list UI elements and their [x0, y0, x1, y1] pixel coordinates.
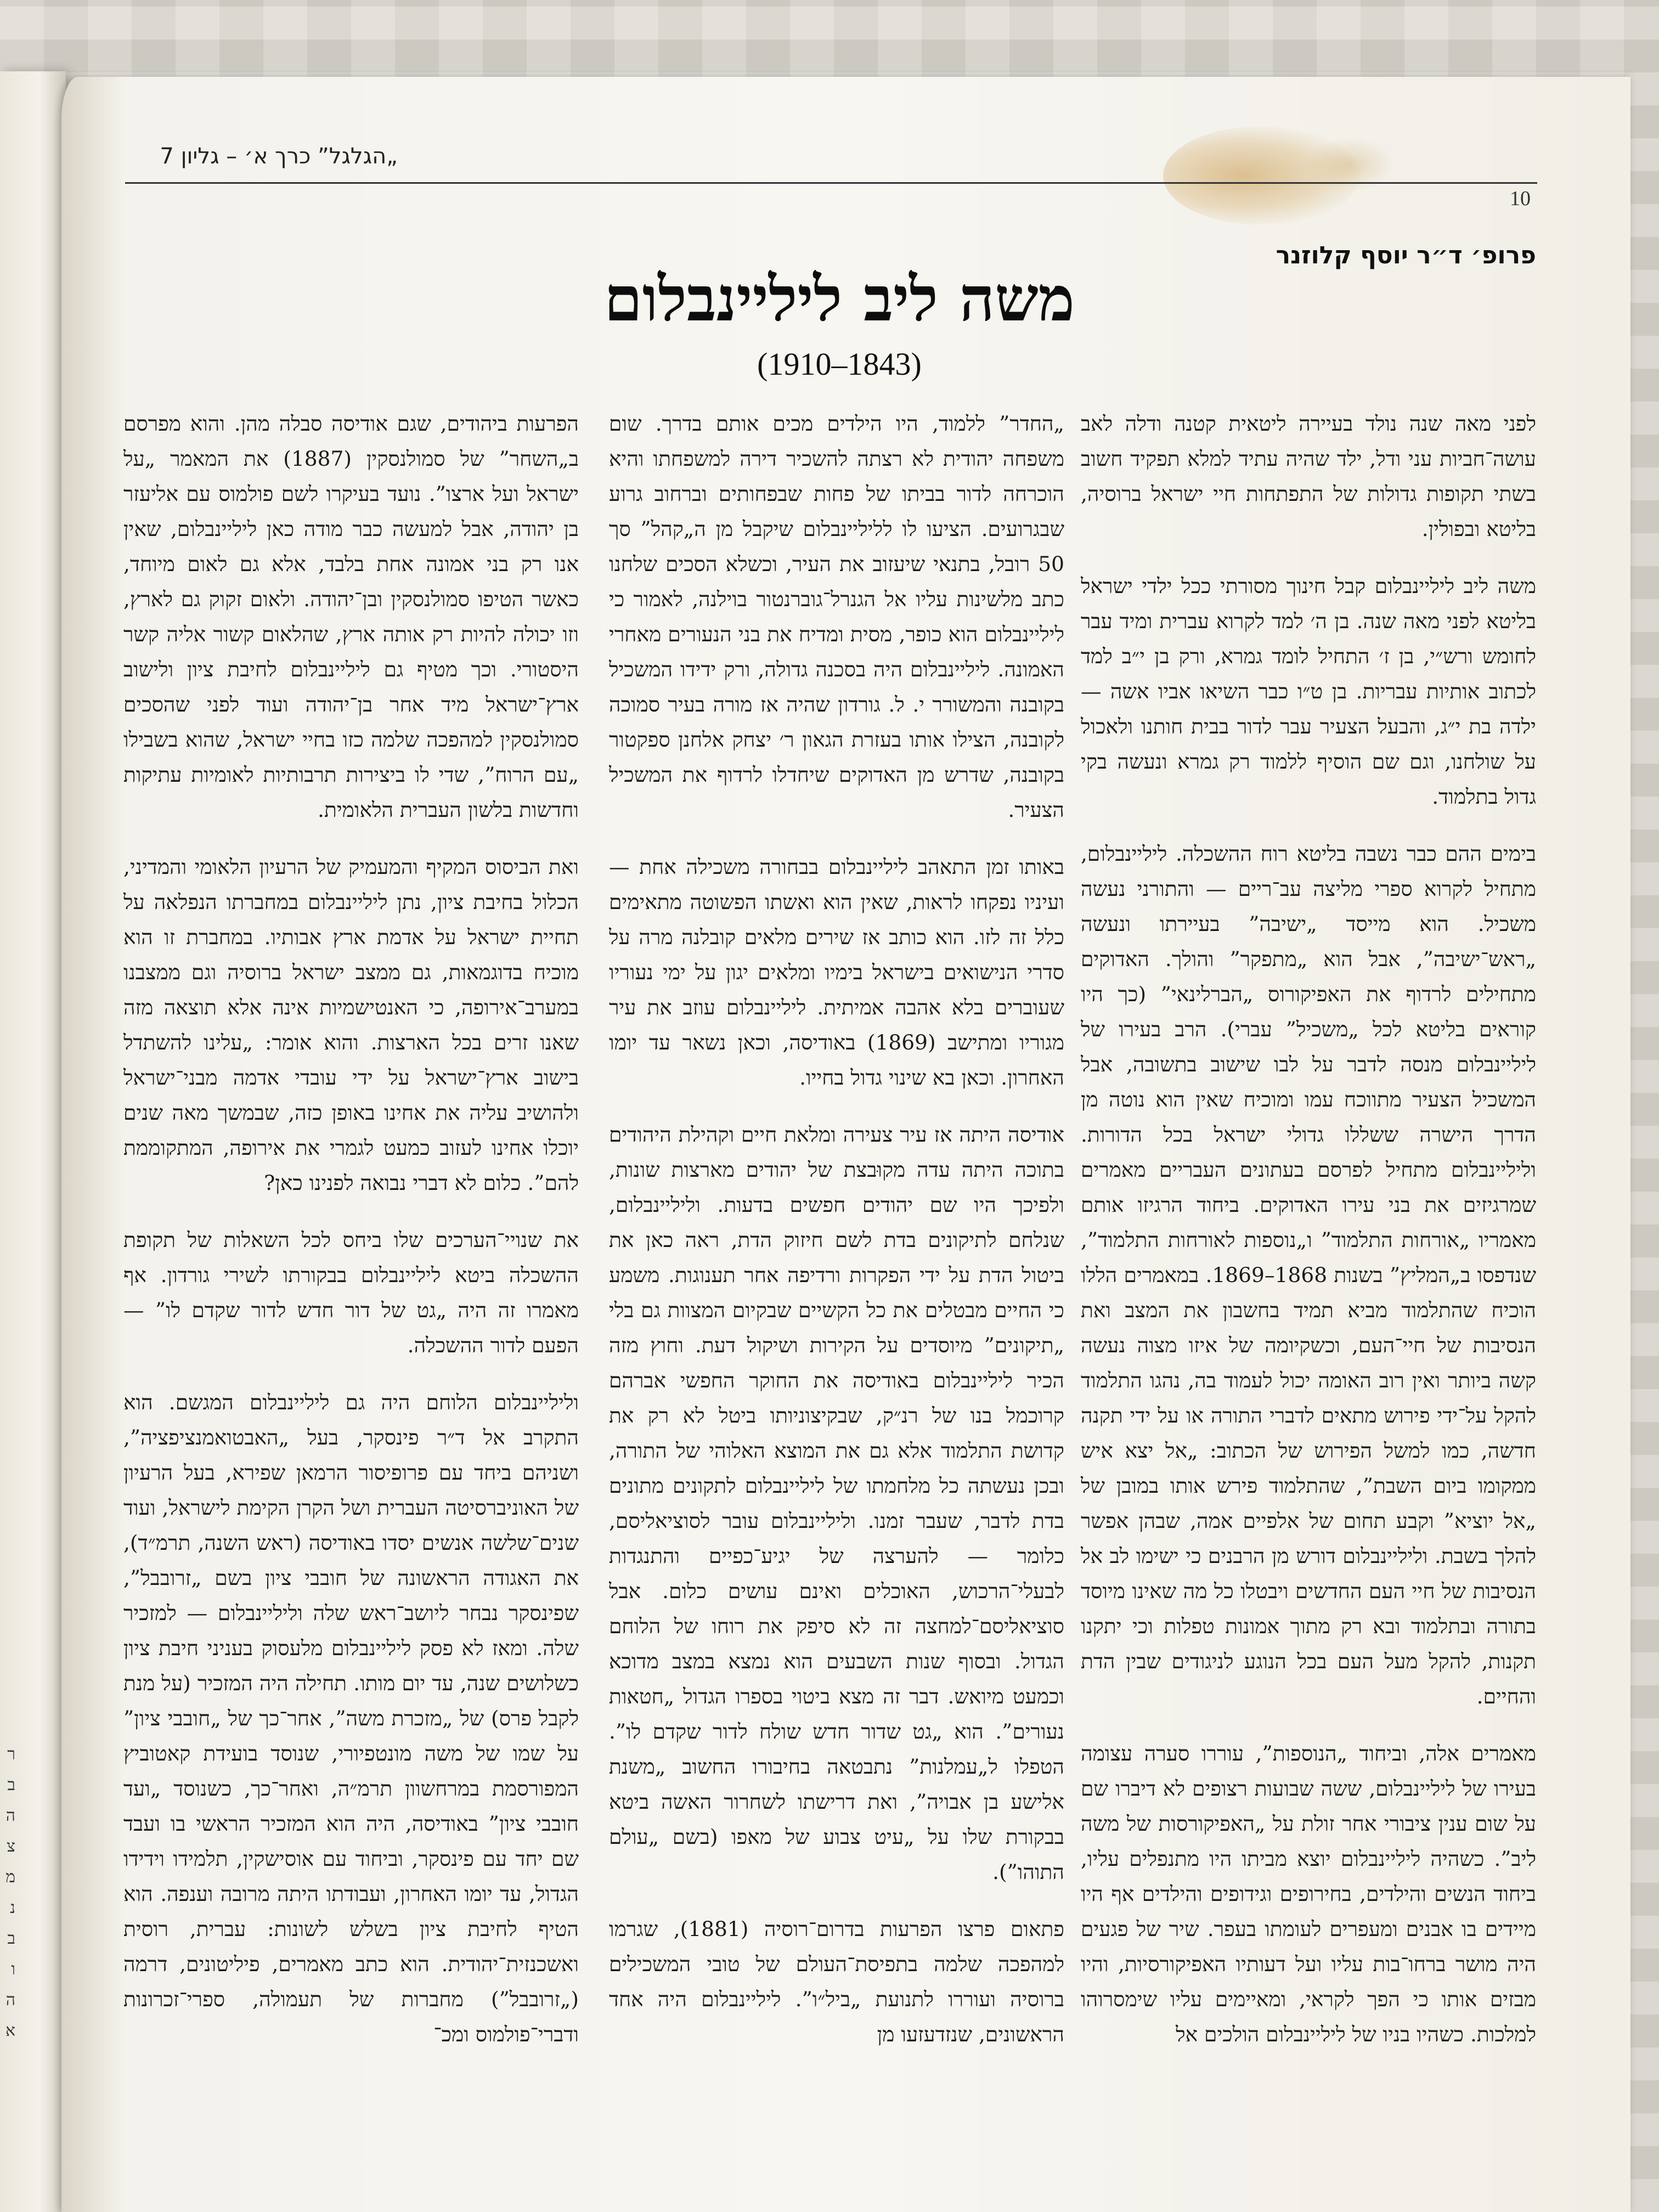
- previous-page-margin-text: ר ב ה צ מ נ ב ו ה א: [5, 1745, 15, 2040]
- running-head: „הגלגל” כרך א׳ – גליון 7: [160, 144, 398, 169]
- article-title: משה ליב ליליינבלום: [603, 263, 1075, 335]
- paragraph: אודיסה היתה אז עיר צעירה ומלאת חיים וקהילת היהודים בתוכה היתה עדה מקוּבצת של יהודים מארצות שונות, ולפיכך היו שם יהודים חפשים בדעות. וליליינבלום, שנלחם לתיקונים בדת לשם חיזוק הדת, ראה כאן את ביטול הדת על ידי הפקרות ורדיפה אחר תענוגות. משמע כי החיים מבטלים את כל הקשיים שבקיום המצוות גם בלי „תיקונים” מיוסדים על הקירות ושיקול דעת. וחוץ מזה הכיר ליליינבלום באודיסה את החוקר החפשי אברהם קרוכמל בנו של רנ״ק, שבקיצוניותו ביטל לא רק את קדושת התלמוד אלא גם את המוצא האלוהי של התורה, ובכן נעשתה כל מלחמתו של ליליינבלום לתקונים מתונים בדת לדבר, שעבר זמנו. וליליינבלום עובר לסוציאליסם, כלומר — להערצה של יגיע־כפיים והתנגדות לבעלי־הרכוש, האוכלים ואינם עושים כלום. אבל סוציאליסם־למחצה זה לא סיפק את רוחו של הלוחם הגדול. ובסוף שנות השבעים הוא נמצא במצב מדוכא וכמעט מיואש. דבר זה מצא ביטוי בספרו הגדול „חטאות נעורים”. הוא „גט שדור חדש שולח לדור שקדם לו”. הטפלו ל„עמלנות” נתבטאה בחיבורו החשוב „משנת אלישע בן אבויה”, ואת דרישתו לשחרור האשה ביטא בבקורת שלו על „עיט צבוע של מאפו (בשם „עולם התוהו”).: [609, 1122, 1064, 1884]
- article-years: (1910–1843): [757, 346, 922, 382]
- column-left: [123, 406, 579, 2151]
- paragraph: פתאום פרצו הפרעות בדרום־רוסיה (1881), שגרמו למהפכה שלמה בתפיסת־העולם של טובי המשכילים ברוסיה ועוררו לתנועת „ביל״ו”. ליליינבלום היה אחד הראשונים, שנזדעזעו מן: [609, 1917, 1064, 2046]
- page-number: 10: [1510, 187, 1531, 210]
- paragraph: לפני מאה שנה נולד בעיירה ליטאית קטנה ודלה לאב עושה־חביות עני ודל, ילד שהיה עתיד למלא תפקיד חשוב בשתי תקופות גדולות של התפתחות חיי ישראל ברוסיה, בליטא ובפולין.: [1081, 411, 1536, 541]
- page-stain-small: [1306, 137, 1393, 192]
- paragraph: „החדר” ללמוד, היו הילדים מכים אותם בדרך. שום משפחה יהודית לא רצתה להשכיר דירה למשפחתו והיא הוכרחה לדור בביתו של פחות שבפחותים וברחוב גרוע שבגרועים. הציעו לו לליליינבלום שיקבל מן ה„קהל” סך 50 רובל, בתנאי שיעזוב את העיר, וכשלא הסכים שלחנו כתב מלשינות עליו אל הגנרל־גוברנטור בוילנה, לאמור כי ליליינבלום הוא כופר, מסית ומדיח את בני הנעורים מאחרי האמונה. ליליינבלום היה בסכנה גדולה, ורק ידידו המשכיל בקובנה והמשורר י. ל. גורדון שהיה אז מורה בעיר סמוכה לקובנה, הצילו אותו בעזרת הגאון ר׳ יצחק אלחנן ספקטור בקובנה, שדרש מן האדוקים שיחדלו לרדוף את המשכיל הצעיר.: [609, 411, 1064, 822]
- column-right: [1081, 406, 1536, 2151]
- paragraph: ואת הביסוס המקיף והמעמיק של הרעיון הלאומי והמדיני, הכלול בחיבת ציון, נתן ליליינבלום במחברתו הנפלאה על תחיית ישראל על אדמת ארץ אבותיו. במחברת זו הוא מוכיח בדוגמאות, גם ממצב ישראל ברוסיה וגם ממצבנו במערב־אירופה, כי האנטישמיות אינה אלא תוצאה מזה שאנו זרים בכל הארצות. והוא אומר: „עלינו להשתדל בישוב ארץ־ישראל על ידי עובדי אדמה מבני־ישראל ולהושיב עליה את אחינו באופן כזה, שבמשך מאה שנים יוכלו אחינו לעזוב כמעט לגמרי את אירופה, המתקוממת להם”. כלום לא דברי נבואה לפנינו כאן?: [123, 855, 579, 1195]
- header-rule: [125, 182, 1537, 184]
- paragraph: את שנויי־הערכים שלו ביחס לכל השאלות של תקופת ההשכלה ביטא ליליינבלום בבקורתו לשירי גורדון. אף מאמרו זה היה „גט של דור חדש לדור שקדם לו” — הפעם לדור ההשכלה.: [123, 1228, 579, 1357]
- article-author: פרופ׳ ד״ר יוסף קלוזנר: [1276, 241, 1536, 269]
- paragraph: משה ליב ליליינבלום קבל חינוך מסורתי ככל ילדי ישראל בליטא לפני מאה שנה. בן ה׳ למד לקרוא עברית ומיד עבר לחומש ורש״י, בן ז׳ התחיל לומד גמרא, ורק בן י״ב למד לכתוב אותיות עבריות. בן ט״ו כבר השיאו אביו אשה — ילדה בת י״ג, והבעל הצעיר עבר לדור בבית חותנו ולאכול על שולחנו, וגם שם הוסיף ללמוד רק גמרא ונעשה בקי גדול בתלמוד.: [1081, 574, 1536, 809]
- paragraph: הפרעות ביהודים, שגם אודיסה סבלה מהן. והוא מפרסם ב„השחר” של סמולנסקין (1887) את המאמר „על ישראל ועל ארצו”. נועד בעיקרו לשם פולמוס עם אליעזר בן יהודה, אבל למעשה כבר מודה כאן ליליינבלום, שאין אנו רק בני אמונה אחת בלבד, אלא גם לאום מיוחד, כאשר הטיפו סמולנסקין ובן־יהודה. ולאום זקוק גם לארץ, וזו יכולה להיות רק אותה ארץ, שהלאום קשור אליה קשר היסטורי. וכך מטיף גם ליליינבלום לחיבת ציון ולישוב ארץ־ישראל מיד אחר בן־יהודה ועוד לפני שהסכים סמולנסקין למהפכה שלמה כזו בחיי ישראל, שהוא בשבילו „עם הרוח”, שדי לו ביצירות תרבותיות לאומיות עתיקות וחדשות בלשון העברית הלאומית.: [123, 411, 579, 822]
- paragraph: באותו זמן התאהב ליליינבלום בבחורה משכילה אחת — ועיניו נפקחו לראות, שאין הוא ואשתו הפשוטה מתאימים כלל זה לזו. הוא כותב אז שירים מלאים קובלנה מרה על סדרי הנישואים בישראל בימיו ומלאים יגון על ימי נעוריו שעוברים בלא אהבה אמיתית. ליליינבלום עוזב את עיר מגוריו ומתישב (1869) באודיסה, וכאן נשאר עד יומו האחרון. וכאן בא שינוי גדול בחייו.: [609, 855, 1064, 1090]
- column-middle: [609, 406, 1064, 2151]
- previous-page-edge: [0, 71, 66, 2212]
- paragraph: בימים ההם כבר נשבה בליטא רוח ההשכלה. ליליינבלום, מתחיל לקרוא ספרי מליצה עב־ריים — והתורני נעשה משכיל. הוא מייסד „ישיבה” בעיירתו ונעשה „ראש־ישיבה”, אבל הוא „מתפקר” והולך. האדוקים מתחילים לרדוף את האפיקורוס „הברלינאי” (כך היו קוראים בליטא לכל „משכיל” עברי). הרב בעירו של ליליינבלום מנסה לדבר על לבו שישוב בתשובה, אבל המשכיל הצעיר מתווכח עמו ומוכיח שאין הוא נוטה מן הדרך הישרה ששללו גדולי ישראל בכל הדורות. וליליינבלום מתחיל לפרסם בעתונים העבריים מאמרים שמרגיזים את בני עירו האדוקים. ביחוד הרגיזו אותם מאמריו „אורחות התלמוד” ו„נוספות לאורחות התלמוד”, שנדפסו ב„המליץ” בשנות 1868–1869. במאמרים הללו הוכיח שהתלמוד מביא תמיד בחשבון את המצב ואת הנסיבות של חיי־העם, וכשקיומה של איזו מצוה נעשה קשה ביותר ואין רוב האומה יכול לעמוד בה, נהגו התלמוד להקל על־ידי פירוש מתאים לדברי התורה או על ידי תקנה חדשה, כמו למשל הפירוש של הכתוב: „אל יצא איש ממקומו ביום השבת”, שהתלמוד פירש אותו במובן של „אל יוציא” וקבע תחום של אלפיים אמה, שבהן אפשר להלך בשבת. וליליינבלום דורש מן הרבנים כי ישימו לב אל הנסיבות של חיי העם החדשים ויבטלו כל מה שאינו מיוסד בתורה ובתלמוד ובא רק מתוך אמונות טפלות וכי יתקנו תקנות, להקל מעל העם בכל הנוגע לניגודים שבין הדת והחיים.: [1081, 842, 1536, 1708]
- paragraph: מאמרים אלה, וביחוד „הנוספות”, עוררו סערה עצומה בעירו של ליליינבלום, ששה שבועות רצופים לא דיברו שם על שום ענין ציבורי אחר זולת על „האפיקורסות של משה ליב”. כשהיה ליליינבלום יוצא מביתו היו מתנפלים עליו, ביחוד הנשים והילדים, בחירופים וגידופים והילדים אף היו מיידים בו אבנים ומעפרים לעומתו בעפר. שיר של פגעים היה מושר ברחו־בות עליו ועל דעותיו האפיקורסיות, והיו מבזים אותו כי הפך לקראי, ומאיימים עליו שימסרוהו למלכות. כשהיו בניו של ליליינבלום הולכים אל: [1081, 1741, 1536, 2046]
- paragraph: וליליינבלום הלוחם היה גם ליליינבלום המגשם. הוא התקרב אל ד״ר פינסקר, בעל „האבטואמנציפציה”, ושניהם ביחד עם פרופיסור הרמאן שפירא, בעל הרעיון של האוניברסיטה העברית ושל הקרן הקימת לישראל, ועוד שנים־שלשה אנשים יסדו באודיסה (ראש השנה, תרמ״ד), את האגודה הראשונה של חובבי ציון בשם „זרובבל”, שפינסקר נבחר ליושב־ראש שלה וליליינבלום — למזכיר שלה. ומאז לא פסק ליליינבלום מלעסוק בעניני חיבת ציון כשלושים שנה, עד יום מותו. תחילה היה המזכיר (על מנת לקבל פרס) של „מזכרת משה”, אחר־כך של „חובבי ציון” על שמו של משה מונטפיורי, שנוסד בועידת קאטוביץ המפורסמת במרחשוון תרמ״ה, ואחר־כך, כשנוסד „ועד חובבי ציון” באודיסה, היה הוא המזכיר הראשי בו ועבד שם יחד עם פינסקר, וביחוד עם אוסישקין, תלמידו וידידו הגדול, עד יומו האחרון, ועבודתו היתה מרובה וענפה. הוא הטיף לחיבת ציון בשלש לשונות: עברית, רוסית ואשכנזית־יהודית. הוא כתב מאמרים, פיליטונים, דרמה („זרובבל”) מחברות של תעמולה, ספרי־זכרונות ודברי־פולמוס ומכ־: [123, 1390, 579, 2046]
